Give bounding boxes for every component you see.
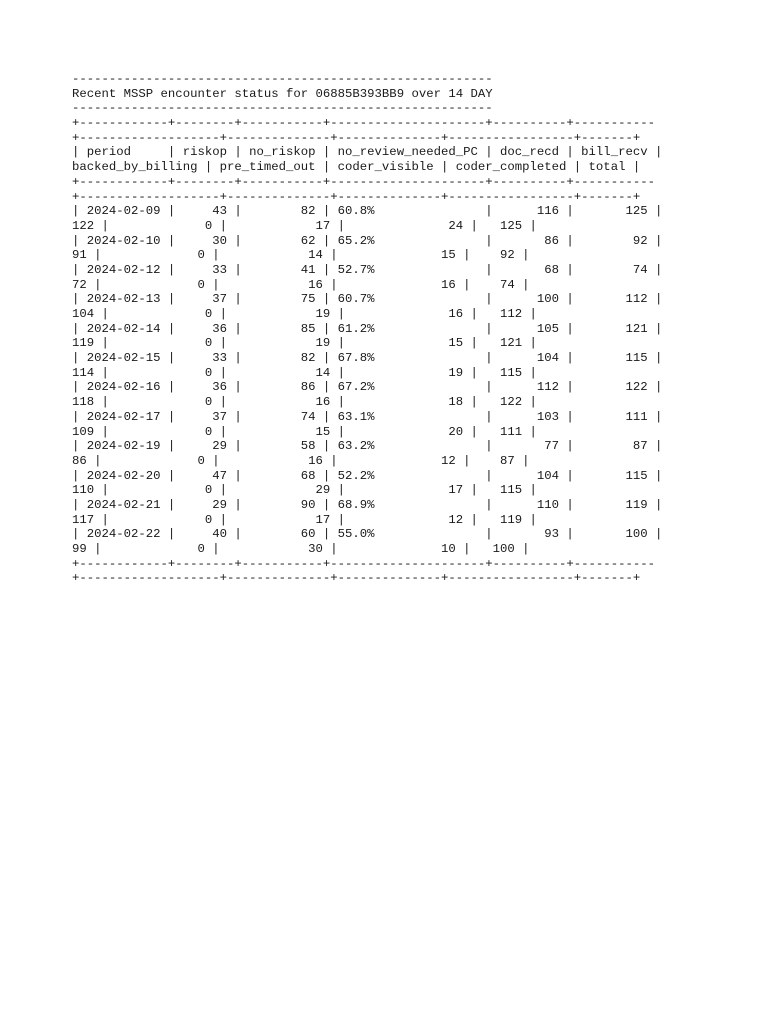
table-row-line-1: | 2024-02-10 | 30 | 62 | 65.2% | 86 | 92 | xyxy=(72,233,663,248)
table-row-line-1: | 2024-02-20 | 47 | 68 | 52.2% | 104 | 115 | xyxy=(72,468,663,483)
table-row-line-2: 110 | 0 | 29 | 17 | 115 | xyxy=(72,483,537,498)
table-row-line-2: 72 | 0 | 16 | 16 | 74 | xyxy=(72,277,530,292)
table-row-line-2: 117 | 0 | 17 | 12 | 119 | xyxy=(72,512,537,527)
table-row-line-1: | 2024-02-22 | 40 | 60 | 55.0% | 93 | 100 | xyxy=(72,527,663,542)
table-border-mid-a: +------------+--------+-----------+---------------------+----------+----------- xyxy=(72,174,655,189)
table-row-line-2: 86 | 0 | 16 | 12 | 87 | xyxy=(72,453,530,468)
table-border-bottom-a: +------------+--------+-----------+---------------------+----------+----------- xyxy=(72,556,655,571)
encounter-status-report xyxy=(72,72,662,586)
table-row-line-1: | 2024-02-13 | 37 | 75 | 60.7% | 100 | 112 | xyxy=(72,292,663,307)
table-row-line-2: 109 | 0 | 15 | 20 | 111 | xyxy=(72,424,537,439)
table-row-line-2: 119 | 0 | 19 | 15 | 121 | xyxy=(72,336,537,351)
table-row-line-2: 114 | 0 | 14 | 19 | 115 | xyxy=(72,365,537,380)
table-header-line-1: | period | riskop | no_riskop | no_review_needed_PC | doc_recd | bill_recv | xyxy=(72,145,663,160)
table-row-line-2: 104 | 0 | 19 | 16 | 112 | xyxy=(72,307,537,321)
table-row-line-2: 91 | 0 | 14 | 15 | 92 | xyxy=(72,248,530,263)
table-border-mid-b: +-------------------+--------------+--------------+-----------------+-------+ xyxy=(72,189,641,204)
table-header-line-2: backed_by_billing | pre_timed_out | coder_visible | coder_completed | total | xyxy=(72,160,641,175)
report-title: Recent MSSP encounter status for 06885B393BB9 over 14 DAY xyxy=(72,86,493,101)
table-row-line-1: | 2024-02-16 | 36 | 86 | 67.2% | 112 | 122 | xyxy=(72,380,663,395)
table-row-line-2: 122 | 0 | 17 | 24 | 125 | xyxy=(72,218,537,233)
table-row-line-2: 118 | 0 | 16 | 18 | 122 | xyxy=(72,395,537,410)
table-border-top-a: +------------+--------+-----------+---------------------+----------+----------- xyxy=(72,116,655,131)
rule-top: --------------------------------------------------------- xyxy=(72,72,493,86)
table-row-line-1: | 2024-02-12 | 33 | 41 | 52.7% | 68 | 74 | xyxy=(72,262,663,277)
table-border-bottom-b: +-------------------+--------------+--------------+-----------------+-------+ xyxy=(72,571,641,586)
table-row-line-1: | 2024-02-17 | 37 | 74 | 63.1% | 103 | 111 | xyxy=(72,409,663,424)
table-row-line-1: | 2024-02-19 | 29 | 58 | 63.2% | 77 | 87 | xyxy=(72,439,663,454)
table-border-top-b: +-------------------+--------------+--------------+-----------------+-------+ xyxy=(72,130,641,145)
table-row-line-1: | 2024-02-14 | 36 | 85 | 61.2% | 105 | 121 | xyxy=(72,321,663,336)
table-row-line-1: | 2024-02-09 | 43 | 82 | 60.8% | 116 | 125 | xyxy=(72,204,663,219)
table-row-line-1: | 2024-02-21 | 29 | 90 | 68.9% | 110 | 119 | xyxy=(72,497,663,512)
rule-under-title: --------------------------------------------------------- xyxy=(72,101,493,116)
table-row-line-1: | 2024-02-15 | 33 | 82 | 67.8% | 104 | 115 | xyxy=(72,351,663,366)
table-row-line-2: 99 | 0 | 30 | 10 | 100 | xyxy=(72,542,530,556)
